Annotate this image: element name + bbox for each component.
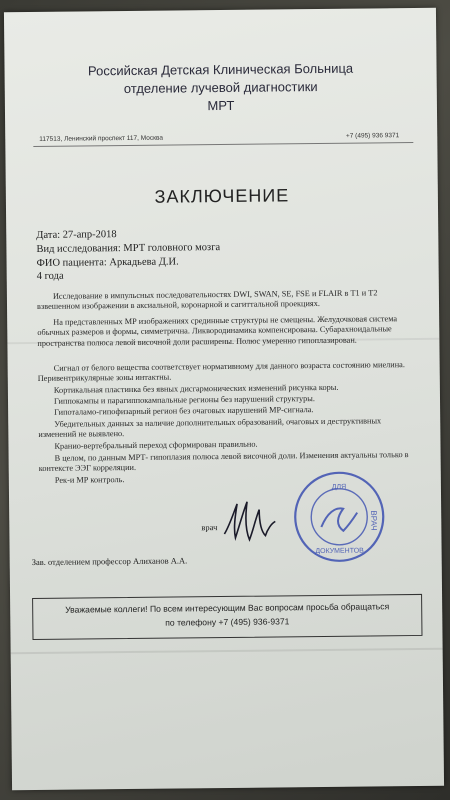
report-paragraph: Рек-и МР контроль. <box>54 475 125 485</box>
doctor-label: врач <box>201 522 218 533</box>
report-paragraph: Убедительных данных за наличие дополнительных образований, очаговых и деструктивных изменений не выявлено. <box>38 416 382 440</box>
paper-crease <box>11 648 443 655</box>
report-paragraph: На представленных МР изображениях срединные структуры не смещены. Желудочковая система обычных размеров и формы, симметрична. Ликвородинамика компенсирована. Субарахноидальные пространства полюса левой височной доли расширены. Полюс умеренно гипоплазирован. <box>37 314 398 348</box>
patient-age: 4 года <box>36 270 64 282</box>
hospital-name: Российская Детская Клиническая Больница <box>87 60 354 79</box>
report-paragraph: Сигнал от белого вещества соответствует нормативному для данного возраста состоянию миелина. Перивентрикулярные зоны интактны. <box>37 360 405 384</box>
report-paragraph: Кранио-вертебральный переход сформирован правильно. <box>54 439 258 451</box>
report-paragraph: Исследование в импульсных последовательностях DWI, SWAN, SE, FSE и FLAIR в T1 и T2 взвешенном изображении в аксиальной, коронарной и сагиттальной проекциях. <box>36 288 378 312</box>
department-name: отделение лучевой диагностики <box>123 79 318 97</box>
hospital-address: 117513, Ленинский проспект 117, Москва <box>39 134 163 143</box>
svg-text:ДОКУМЕНТОВ: ДОКУМЕНТОВ <box>315 547 364 556</box>
study-date: Дата: 27-апр-2018 <box>36 229 117 241</box>
report-paragraph: В целом, по данным МРТ- гипоплазия полюса левой височной доли. Изменения актуальны только в контексте ЭЭГ корреляции. <box>38 450 409 474</box>
study-type: Вид исследования: МРТ головного мозга <box>36 242 221 255</box>
handwritten-signature <box>219 495 280 546</box>
report-paragraph: Гипоталамо-гипофизарный регион без очаговых нарушений МР-сигнала. <box>54 405 314 417</box>
report-paragraph: Кортикальная пластинка без явных дисгармонических изменений рисунка коры. <box>53 382 339 395</box>
patient-name: ФИО пациента: Аркадьева Д.И. <box>36 256 179 269</box>
document-title: ЗАКЛЮЧЕНИЕ <box>154 185 290 207</box>
svg-text:ВРАЧ: ВРАЧ <box>369 510 379 531</box>
svg-text:ДЛЯ: ДЛЯ <box>331 483 347 491</box>
footer-line-2: по телефону +7 (495) 936-9371 <box>165 616 290 628</box>
header-divider <box>33 142 413 147</box>
contact-footer <box>32 594 422 640</box>
document-page <box>4 8 444 790</box>
hospital-phone: +7 (495) 936 9371 <box>345 132 400 140</box>
department-head: Зав. отделением профессор Алиханов А.А. <box>31 555 188 568</box>
unit-name: МРТ <box>207 97 235 114</box>
report-paragraph: Гиппокампы и парагиппокампальные регионы без нарушений структуры. <box>53 394 315 406</box>
footer-line-1: Уважаемые коллеги! По всем интересующим Вас вопросам просьба обращаться <box>65 601 390 615</box>
doctor-stamp <box>291 468 388 565</box>
